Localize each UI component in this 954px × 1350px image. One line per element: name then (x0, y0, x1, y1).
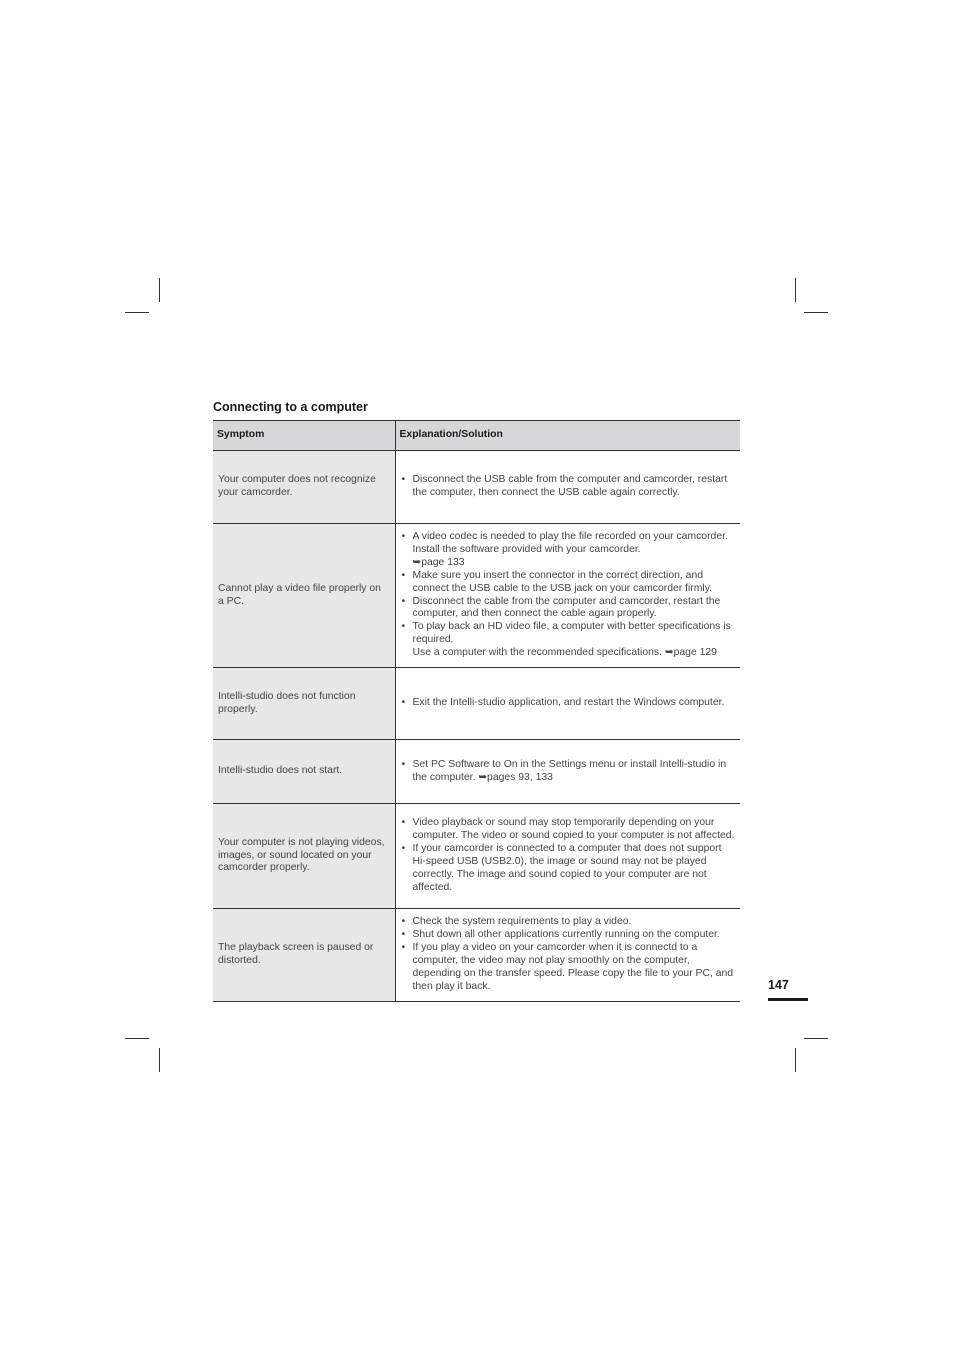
symptom-cell: Cannot play a video file properly on a PC. (213, 524, 395, 668)
solution-item: • Disconnect the cable from the computer and camcorder, restart the computer, and then connect the cable again properly. (400, 596, 738, 622)
section-title: Connecting to a computer (213, 400, 368, 414)
crop-mark (795, 1048, 796, 1072)
explanation-cell (395, 909, 740, 1002)
crop-mark (159, 278, 160, 302)
table-row (213, 451, 740, 524)
crop-mark (125, 312, 149, 313)
symptom-cell: Your computer is not playing videos, images, or sound located on your camcorder properly. (213, 804, 395, 909)
explanation-cell (395, 740, 740, 804)
solution-item: • If your camcorder is connected to a computer that does not support Hi-speed USB (USB2.0), the image or sound may not be played correctly. The image and sound copied to your computer are not affected. (400, 843, 738, 895)
crop-mark (159, 1048, 160, 1072)
solution-text: To play back an HD video file, a computer with better specifications is required. (412, 621, 731, 646)
solution-extra-text: Use a computer with the recommended specifications. ➥page 129 (412, 647, 717, 659)
explanation-cell (395, 804, 740, 909)
explanation-header: Explanation/Solution (395, 421, 740, 451)
page-number: 147 (768, 978, 789, 992)
table-row (213, 740, 740, 804)
page-number-rule (768, 998, 808, 1001)
solution-item: • Shut down all other applications currently running on the computer. (400, 929, 738, 942)
solution-item (400, 531, 738, 570)
crop-mark (125, 1038, 149, 1039)
table-header-row (213, 421, 740, 451)
symptom-cell: Intelli-studio does not function properly. (213, 668, 395, 740)
symptom-cell: The playback screen is paused or distorted. (213, 909, 395, 1002)
solution-text: A video codec is needed to play the file recorded on your camcorder. Install the software provided with your camcorder. (412, 530, 728, 555)
page-reference: ➥page 133 (412, 556, 465, 568)
solution-item: • Exit the Intelli-studio application, and restart the Windows computer. (400, 697, 738, 710)
symptom-cell: Your computer does not recognize your camcorder. (213, 451, 395, 524)
crop-mark (804, 312, 828, 313)
crop-mark (804, 1038, 828, 1039)
symptom-header: Symptom (213, 421, 395, 451)
table-row (213, 909, 740, 1002)
explanation-cell (395, 451, 740, 524)
troubleshooting-table (213, 420, 740, 1002)
explanation-cell (395, 524, 740, 668)
solution-item: • If you play a video on your camcorder when it is connectd to a computer, the video may not play smoothly on the computer, depending on the transfer speed. Please copy the file to your PC, and then play it back. (400, 942, 738, 994)
solution-item: • Disconnect the USB cable from the computer and camcorder, restart the computer, then connect the USB cable again correctly. (400, 474, 738, 500)
explanation-cell (395, 668, 740, 740)
crop-mark (795, 278, 796, 302)
table-row (213, 804, 740, 909)
solution-item: • Make sure you insert the connector in the correct direction, and connect the USB cable to the USB jack on your camcorder firmly. (400, 570, 738, 596)
table-row (213, 524, 740, 668)
solution-item: • Set PC Software to On in the Settings menu or install Intelli-studio in the computer. ➥pages 93, 133 (400, 759, 738, 785)
solution-item: • Check the system requirements to play a video. (400, 916, 738, 929)
table-row (213, 668, 740, 740)
solution-item (400, 621, 738, 660)
solution-item: • Video playback or sound may stop temporarily depending on your computer. The video or sound copied to your computer is not affected. (400, 817, 738, 843)
symptom-cell: Intelli-studio does not start. (213, 740, 395, 804)
